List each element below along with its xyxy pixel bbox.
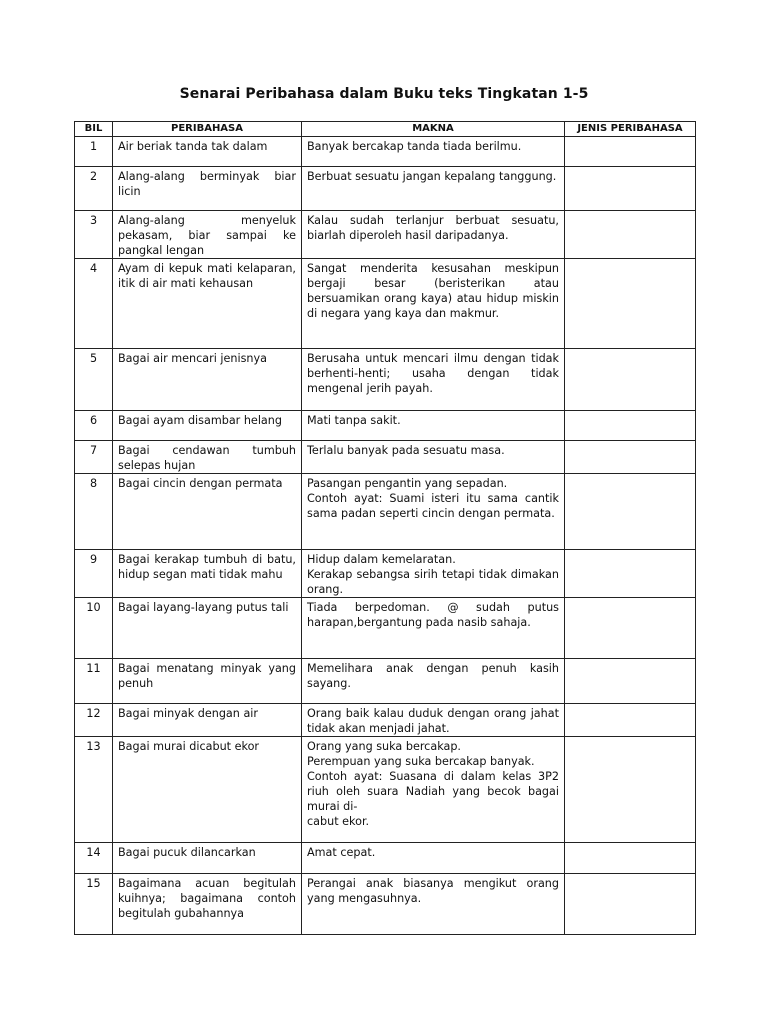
cell-bil: 6 (75, 411, 113, 441)
cell-jenis-peribahasa (565, 704, 696, 737)
cell-peribahasa: Bagai layang-layang putus tali (113, 598, 302, 659)
cell-makna: Banyak bercakap tanda tiada berilmu. (302, 137, 565, 167)
cell-bil: 5 (75, 349, 113, 411)
table-row (75, 349, 696, 411)
cell-jenis-peribahasa (565, 598, 696, 659)
cell-bil: 14 (75, 843, 113, 874)
cell-peribahasa: Bagai murai dicabut ekor (113, 737, 302, 843)
table-row (75, 704, 696, 737)
table-row (75, 211, 696, 259)
cell-makna: Hidup dalam kemelaratan. Kerakap sebangsa sirih tetapi tidak dimakan orang. (302, 550, 565, 598)
cell-jenis-peribahasa (565, 167, 696, 211)
cell-bil: 11 (75, 659, 113, 704)
cell-jenis-peribahasa (565, 550, 696, 598)
cell-jenis-peribahasa (565, 737, 696, 843)
cell-jenis-peribahasa (565, 843, 696, 874)
cell-makna: Mati tanpa sakit. (302, 411, 565, 441)
table-row (75, 737, 696, 843)
table-row (75, 167, 696, 211)
cell-jenis-peribahasa (565, 411, 696, 441)
cell-makna: Pasangan pengantin yang sepadan. Contoh ayat: Suami isteri itu sama cantik sama padan seperti cincin dengan permata. (302, 474, 565, 550)
header-peribahasa: PERIBAHASA (113, 122, 302, 137)
proverb-table (74, 121, 696, 935)
cell-bil: 7 (75, 441, 113, 474)
cell-bil: 13 (75, 737, 113, 843)
cell-jenis-peribahasa (565, 441, 696, 474)
cell-makna: Berusaha untuk mencari ilmu dengan tidak berhenti-henti; usaha dengan tidak mengenal jerih payah. (302, 349, 565, 411)
cell-jenis-peribahasa (565, 659, 696, 704)
table-row (75, 474, 696, 550)
cell-makna: Tiada berpedoman. @ sudah putus harapan,bergantung pada nasib sahaja. (302, 598, 565, 659)
cell-jenis-peribahasa (565, 259, 696, 349)
cell-peribahasa: Bagaimana acuan begitulah kuihnya; bagaimana contoh begitulah gubahannya (113, 874, 302, 935)
cell-peribahasa: Ayam di kepuk mati kelaparan, itik di air mati kehausan (113, 259, 302, 349)
cell-peribahasa: Bagai kerakap tumbuh di batu, hidup segan mati tidak mahu (113, 550, 302, 598)
cell-bil: 10 (75, 598, 113, 659)
cell-peribahasa: Bagai minyak dengan air (113, 704, 302, 737)
cell-makna: Perangai anak biasanya mengikut orang yang mengasuhnya. (302, 874, 565, 935)
cell-peribahasa: Bagai cincin dengan permata (113, 474, 302, 550)
cell-bil: 2 (75, 167, 113, 211)
cell-jenis-peribahasa (565, 874, 696, 935)
cell-jenis-peribahasa (565, 349, 696, 411)
table-row (75, 259, 696, 349)
cell-bil: 12 (75, 704, 113, 737)
cell-peribahasa: Alang-alang berminyak biar licin (113, 167, 302, 211)
cell-peribahasa: Bagai menatang minyak yang penuh (113, 659, 302, 704)
table-row (75, 874, 696, 935)
page-title: Senarai Peribahasa dalam Buku teks Tingkatan 1-5 (179, 86, 589, 102)
table-row (75, 659, 696, 704)
cell-bil: 15 (75, 874, 113, 935)
cell-jenis-peribahasa (565, 211, 696, 259)
table-row (75, 550, 696, 598)
cell-peribahasa: Bagai cendawan tumbuh selepas hujan (113, 441, 302, 474)
cell-peribahasa: Alang-alang menyeluk pekasam, biar sampai ke pangkal lengan (113, 211, 302, 259)
cell-bil: 8 (75, 474, 113, 550)
table-row (75, 411, 696, 441)
cell-bil: 1 (75, 137, 113, 167)
table-row (75, 598, 696, 659)
cell-makna: Berbuat sesuatu jangan kepalang tanggung. (302, 167, 565, 211)
cell-bil: 4 (75, 259, 113, 349)
cell-makna: Amat cepat. (302, 843, 565, 874)
cell-jenis-peribahasa (565, 474, 696, 550)
cell-jenis-peribahasa (565, 137, 696, 167)
table-row (75, 843, 696, 874)
cell-makna: Kalau sudah terlanjur berbuat sesuatu, biarlah diperoleh hasil daripadanya. (302, 211, 565, 259)
cell-makna: Memelihara anak dengan penuh kasih sayang. (302, 659, 565, 704)
cell-makna: Terlalu banyak pada sesuatu masa. (302, 441, 565, 474)
table-row (75, 137, 696, 167)
cell-makna: Orang yang suka bercakap. Perempuan yang suka bercakap banyak. Contoh ayat: Suasana di dalam kelas 3P2 riuh oleh suara Nadiah yang becok bagai murai di- cabut ekor. (302, 737, 565, 843)
header-bil: BIL (75, 122, 113, 137)
cell-bil: 9 (75, 550, 113, 598)
cell-peribahasa: Bagai air mencari jenisnya (113, 349, 302, 411)
header-jenis-peribahasa: JENIS PERIBAHASA (565, 122, 696, 137)
cell-peribahasa: Bagai ayam disambar helang (113, 411, 302, 441)
table-row (75, 441, 696, 474)
table-header-row (75, 122, 696, 137)
header-makna: MAKNA (302, 122, 565, 137)
cell-peribahasa: Bagai pucuk dilancarkan (113, 843, 302, 874)
cell-makna: Sangat menderita kesusahan meskipun bergaji besar (beristerikan atau bersuamikan orang kaya) atau hidup miskin di negara yang kaya dan makmur. (302, 259, 565, 349)
cell-peribahasa: Air beriak tanda tak dalam (113, 137, 302, 167)
cell-makna: Orang baik kalau duduk dengan orang jahat tidak akan menjadi jahat. (302, 704, 565, 737)
cell-bil: 3 (75, 211, 113, 259)
